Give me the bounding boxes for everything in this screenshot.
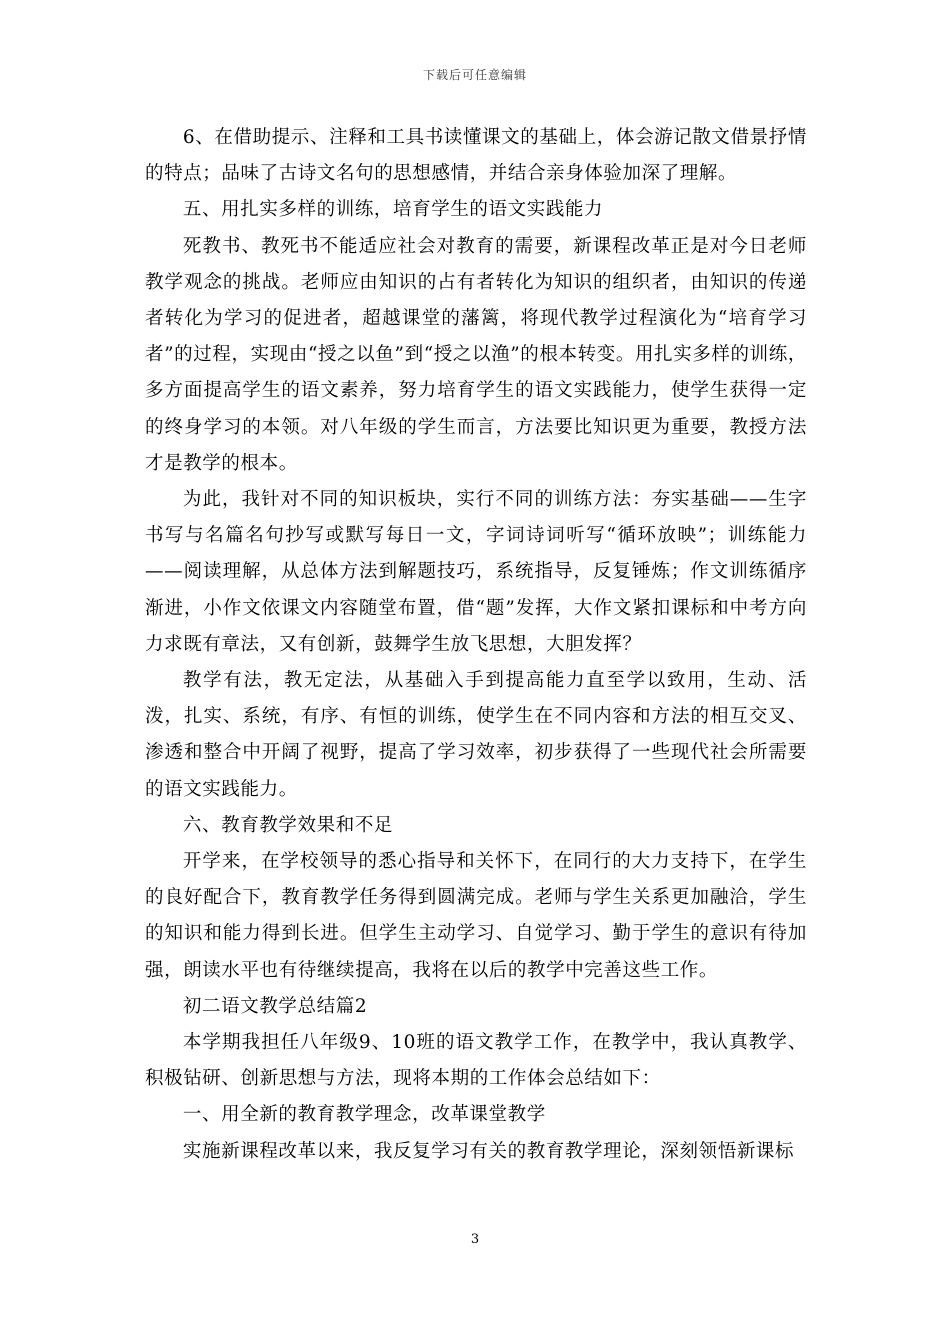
section-heading: 六、教育教学效果和不足 — [182, 814, 394, 836]
document-body — [145, 120, 807, 1170]
page-header: 下载后可任意编辑 — [422, 68, 527, 82]
paragraph: 为此，我针对不同的知识板块，实行不同的训练方法：夯实基础——生字书写与名篇名句抄写或默写每日一文，字词诗词听写“循环放映”；训练能力——阅读理解，从总体方法到解题技巧，系统指导，反复锤炼；作文训练循序渐进，小作文依课文内容随堂布置，借“题”发挥，大作文紧扣课标和中考方向力求既有章法，又有创新，鼓舞学生放飞思想，大胆发挥？ — [145, 489, 807, 655]
page-number: 3 — [470, 1232, 480, 1247]
section-heading: 一、用全新的教育教学理念，改革课堂教学 — [182, 1104, 546, 1126]
paragraph: 实施新课程改革以来，我反复学习有关的教育教学理论，深刻领悟新课标 — [182, 1140, 795, 1162]
paragraph: 开学来，在学校领导的悉心指导和关怀下，在同行的大力支持下，在学生的良好配合下，教育教学任务得到圆满完成。老师与学生关系更加融洽，学生的知识和能力得到长进。但学生主动学习、自觉学习、勤于学生的意识有待加强，朗读水平也有待继续提高，我将在以后的教学中完善这些工作。 — [145, 851, 807, 981]
paragraph: 死教书、教死书不能适应社会对教育的需要，新课程改革正是对今日老师教学观念的挑战。老师应由知识的占有者转化为知识的组织者，由知识的传递者转化为学习的促进者，超越课堂的藩篱，将现代教学过程演化为“培育学习者”的过程，实现由“授之以鱼”到“授之以渔”的根本转变。用扎实多样的训练，多方面提高学生的语文素养，努力培育学生的语文实践能力，使学生获得一定的终身学习的本领。对八年级的学生而言，方法要比知识更为重要，教授方法才是教学的根本。 — [145, 235, 807, 474]
article-title: 初二语文教学总结篇2 — [182, 995, 368, 1017]
section-heading: 五、用扎实多样的训练，培育学生的语文实践能力 — [182, 199, 604, 221]
paragraph: 教学有法，教无定法，从基础入手到提高能力直至学以致用，生动、活泼，扎实、系统，有序、有恒的训练，使学生在不同内容和方法的相互交叉、渗透和整合中开阔了视野，提高了学习效率，初步获得了一些现代社会所需要的语文实践能力。 — [145, 670, 807, 800]
paragraph: 6、在借助提示、注释和工具书读懂课文的基础上，体会游记散文借景抒情的特点；品味了古诗文名句的思想感情，并结合亲身体验加深了理解。 — [145, 127, 807, 185]
paragraph: 本学期我担任八年级9、10班的语文教学工作，在教学中，我认真教学、积极钻研、创新思想与方法，现将本期的工作体会总结如下： — [145, 1032, 807, 1090]
